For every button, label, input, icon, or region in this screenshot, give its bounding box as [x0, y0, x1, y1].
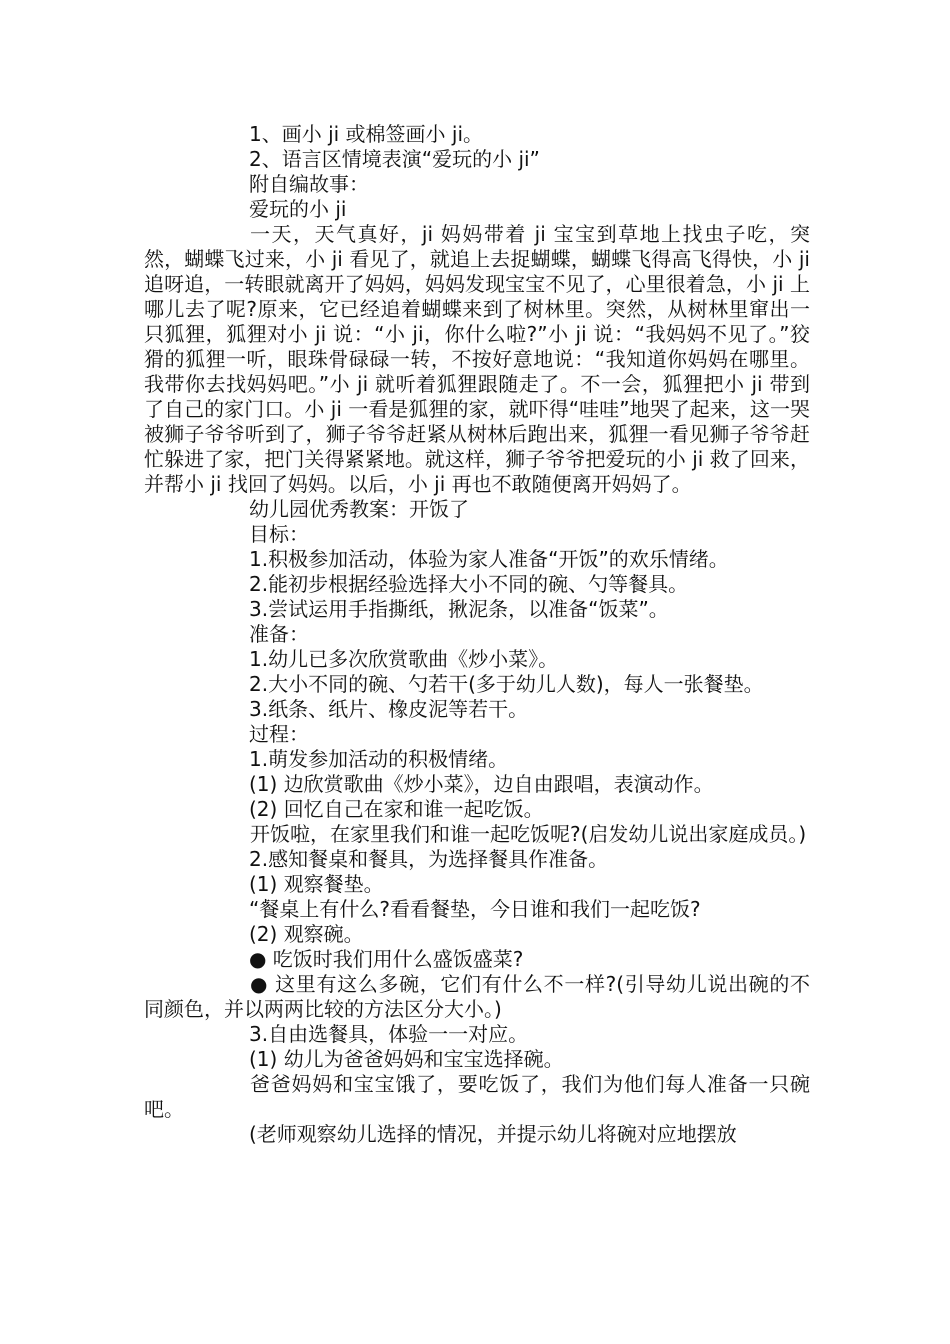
story-intro: 附自编故事：	[249, 172, 369, 196]
process-text: 爸爸妈妈和宝宝饿了，要吃饭了，我们为他们每人准备一只碗吧。	[144, 1072, 810, 1121]
process-question: “餐桌上有什么?看看餐垫，今日谁和我们一起吃饭?	[249, 897, 701, 921]
process-step: 1.萌发参加活动的积极情绪。	[249, 747, 509, 771]
story-body: 一天，天气真好，ji 妈妈带着 ji 宝宝到草地上找虫子吃，突然，蝴蝶飞过来，小 ji 看见了，就追上去捉蝴蝶，蝴蝶飞得高飞得快，小 ji 追呀追，一转眼就离开了妈妈，妈妈发现宝宝不见了，心里很着急，小 ji 上哪儿去了呢?原来，它已经追着蝴蝶来到了树林里。突然，从树林里窜出一只狐狸，狐狸对小 ji 说：“小 ji，你什么啦?”小 ji 说：“我妈妈不见了。”狡猾的狐狸一听，眼珠骨碌碌一转，不按好意地说：“我知道你妈妈在哪里。我带你去找妈妈吧。”小 ji 就听着狐狸跟随走了。不一会，狐狸把小 ji 带到了自己的家门口。小 ji 一看是狐狸的家，就吓得“哇哇”地哭了起来，这一哭被狮子爷爷听到了，狮子爷爷赶紧从树林后跑出来，狐狸一看见狮子爷爷赶忙躲进了家，把门关得紧紧地。就这样，狮子爷爷把爱玩的小 ji 救了回来，并帮小 ji 找回了妈妈。以后，小 ji 再也不敢随便离开妈妈了。	[144, 222, 810, 496]
process-step: 3.自由选餐具，体验一一对应。	[249, 1022, 529, 1046]
activity-item-1: 1、画小 ji 或棉签画小 ji。	[249, 122, 484, 146]
bullet-question: ● 这里有这么多碗，它们有什么不一样?(引导幼儿说出碗的不同颜色，并以两两比较的方法区分大小。)	[144, 972, 810, 1021]
process-substep: (2) 观察碗。	[249, 922, 364, 946]
process-substep: (1) 边欣赏歌曲《炒小菜》，边自由跟唱，表演动作。	[249, 772, 714, 796]
goal-item: 2.能初步根据经验选择大小不同的碗、勺等餐具。	[249, 572, 689, 596]
document-page	[144, 122, 810, 1147]
prep-item: 3.纸条、纸片、橡皮泥等若干。	[249, 697, 529, 721]
story-title: 爱玩的小 ji	[249, 197, 347, 221]
process-substep: (1) 幼儿为爸爸妈妈和宝宝选择碗。	[249, 1047, 564, 1071]
process-substep: (1) 观察餐垫。	[249, 872, 384, 896]
teacher-note: (老师观察幼儿选择的情况，并提示幼儿将碗对应地摆放	[249, 1122, 737, 1146]
process-substep: (2) 回忆自己在家和谁一起吃饭。	[249, 797, 544, 821]
goal-item: 1.积极参加活动，体验为家人准备“开饭”的欢乐情绪。	[249, 547, 729, 571]
bullet-question: ● 吃饭时我们用什么盛饭盛菜?	[249, 947, 524, 971]
prep-heading: 准备：	[249, 622, 309, 646]
process-text: 开饭啦，在家里我们和谁一起吃饭呢?(启发幼儿说出家庭成员。)	[250, 822, 807, 846]
process-heading: 过程：	[249, 722, 309, 746]
prep-item: 2.大小不同的碗、勺若干(多于幼儿人数)，每人一张餐垫。	[249, 672, 764, 696]
activity-item-2: 2、语言区情境表演“爱玩的小 ji”	[249, 147, 540, 171]
prep-item: 1.幼儿已多次欣赏歌曲《炒小菜》。	[249, 647, 559, 671]
goals-heading: 目标：	[249, 522, 309, 546]
goal-item: 3.尝试运用手指撕纸，揪泥条，以准备“饭菜”。	[249, 597, 669, 621]
process-step: 2.感知餐桌和餐具，为选择餐具作准备。	[249, 847, 609, 871]
lesson-title: 幼儿园优秀教案：开饭了	[249, 497, 469, 521]
